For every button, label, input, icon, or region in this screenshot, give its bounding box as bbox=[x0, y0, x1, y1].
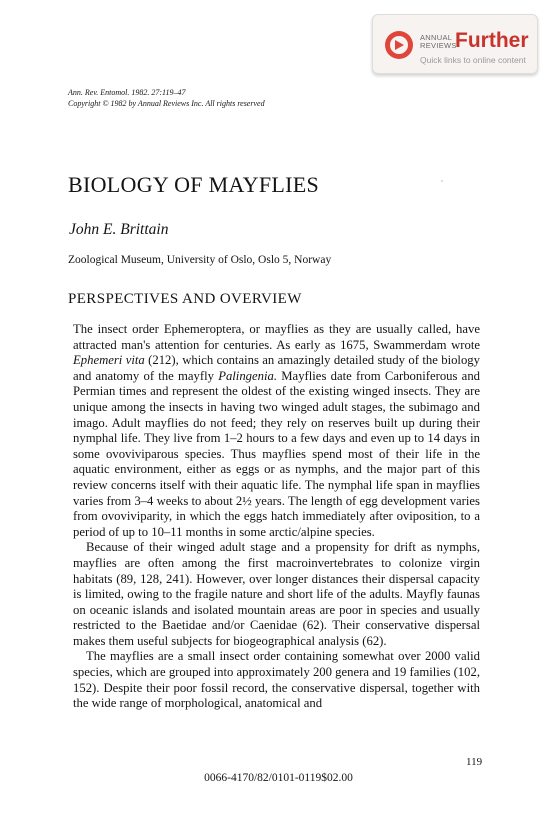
p1-emph-title: Ephemeri vita bbox=[73, 353, 145, 368]
badge-brand: Further bbox=[455, 29, 529, 52]
paragraph-3: The mayflies are a small insect order containing somewhat over 2000 valid species, which are grouped into approximately 200 genera and 19 families (102, 152). Despite their poor fossil record, the conservative dispersal, together with the wide range of morphological, anatomical and bbox=[73, 649, 480, 711]
citation-line-1: Ann. Rev. Entomol. 1982. 27:119–47 bbox=[68, 88, 186, 97]
page-number: 119 bbox=[466, 756, 483, 768]
author-name: John E. Brittain bbox=[69, 221, 169, 238]
footer-code: 0066-4170/82/0101-0119$02.00 bbox=[204, 772, 353, 784]
section-heading: PERSPECTIVES AND OVERVIEW bbox=[68, 291, 302, 307]
badge-subtitle: Quick links to online content bbox=[420, 55, 526, 65]
citation-line-2: Copyright © 1982 by Annual Reviews Inc. All rights reserved bbox=[68, 99, 265, 108]
p1-emph-genus: Palingenia. bbox=[218, 368, 278, 383]
paragraph-2: Because of their winged adult stage and a propensity for drift as nymphs, mayflies are often among the first macroinvertebrates to colonize virgin habitats (89, 128, 241). However, over longer distances their dispersal capacity is limited, owing to the fragile nature and short life of the adults. Mayfly faunas on oceanic islands and isolated mountain areas are poor in species and usually restricted to the Baetidae and/or Caenidae (62). Their conservative dispersal makes them useful subjects for biogeographical analysis (62). bbox=[73, 540, 480, 648]
further-badge[interactable] bbox=[372, 14, 538, 74]
scan-speck bbox=[441, 180, 443, 182]
p1-text-b: (212), which contains an amazingly detailed study of the biology and anatomy of the mayfly bbox=[73, 353, 480, 383]
p1-text-a: The insect order Ephemeroptera, or mayflies as they are usually called, have attracted man's attention for centuries. As early as 1675, Swammerdam wrote bbox=[73, 322, 480, 352]
author-affiliation: Zoological Museum, University of Oslo, Oslo 5, Norway bbox=[68, 254, 332, 266]
p1-text-c: Mayflies date from Carboniferous and Permian times and represent the oldest of the existing winged insects. They are unique among the insects in having two winged adult stages, the subimago and imago. Adult mayflies do not feed; they rely on reserves built up during their nymphal life. They live from 1–2 hours to a few days and even up to 14 days in some ovoviviparous species. Thus mayflies spend most of their life in the aquatic environment, either as eggs or as nymphs, and the major part of this review concerns itself with their aquatic life. The nymphal life span in mayflies varies from 3–4 weeks to about 2½ years. The length of egg development varies from ovoviviparity, in which the eggs hatch immediately after oviposition, to a period of up to 10–11 months in some arctic/alpine species. bbox=[73, 368, 481, 539]
paragraph-1 bbox=[73, 322, 480, 540]
body-text bbox=[73, 322, 480, 712]
article-title: BIOLOGY OF MAYFLIES bbox=[68, 172, 319, 197]
journal-citation bbox=[68, 87, 265, 109]
badge-line-reviews: REVIEWS bbox=[420, 41, 457, 50]
badge-line-annual: ANNUAL bbox=[420, 33, 453, 42]
annual-reviews-logo-icon bbox=[384, 30, 414, 60]
badge-publisher-label bbox=[420, 34, 457, 50]
